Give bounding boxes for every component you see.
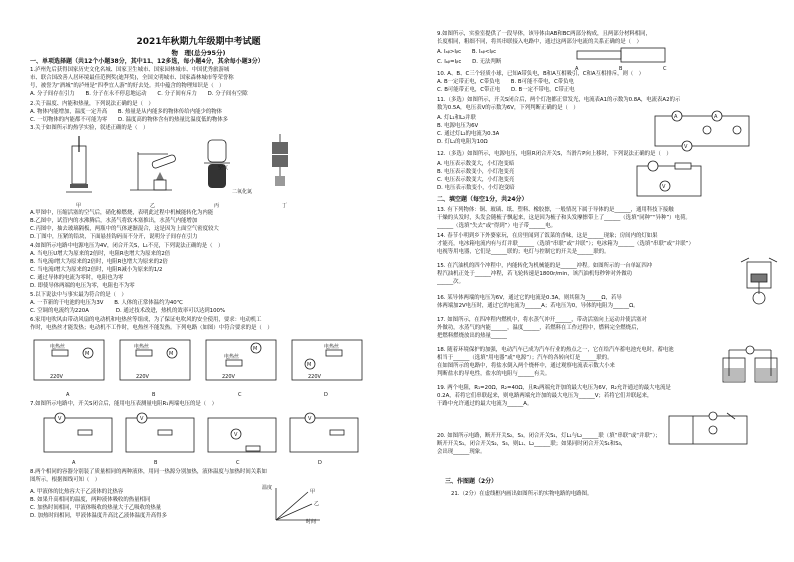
q8-line-b: 乙 — [314, 501, 320, 507]
q6-circuits — [30, 334, 370, 390]
page-title: 2021年秋期九年级期中考试题 — [136, 37, 261, 47]
q5-stem: 5.以下说法中与事实最为符合的是（ ） — [30, 292, 127, 298]
svg-text:V: V — [662, 184, 666, 190]
q21-stem: 21.（2分）在虚线框内画出如图所示的实物电路的电路图。 — [451, 491, 593, 497]
q2-options: A. 物体内能增加，温度一定升高 B. 热量是从内能多的物体传给内能少的物体 — [30, 109, 223, 115]
q8-option: B. 如果升高相同的温度，两种液体吸收的热量相同 — [30, 497, 151, 503]
q12-option: D. 电压表示数变小，小灯泡变暗 — [437, 185, 515, 191]
q10-stem: 10. A、B、C三个轻质小球，已知A带负电，B和A互相吸引，C和A互相排斥，则（ ） — [437, 71, 645, 77]
q7-circuits — [40, 410, 360, 460]
q20-circuit — [663, 410, 753, 450]
q1-options: A. 分子间存在引力 B. 分子在永不停息地运动 C. 分子间有斥力 D. 分子间有空隙 — [30, 91, 248, 97]
q9-conductor-figure — [573, 44, 673, 66]
q5-option: A. 一节新的干电池的电压为3V B. 人体的正常体温约为40℃ — [30, 300, 183, 306]
q13-line: 干燥的头发时，头发会随梳子飘起来，这是因为梳子和头发摩擦带上了______（选填“同种”“异种”）电荷。 — [437, 215, 691, 221]
q18-line: 在如图所示的电路中，将盐水倒入两个烧杯中，通过观察电流表示数大小来 — [437, 363, 615, 369]
q3-no2-label: 二氧化氮 — [232, 189, 253, 195]
q13-line: ______（选填“失去”或“得到”）电子带______电。 — [437, 223, 556, 229]
right-column — [397, 0, 794, 562]
q6a-heater-label: 电热丝 — [50, 344, 66, 350]
q3-label-bing: 丙 — [214, 203, 220, 209]
q8-ylabel: 温度 — [262, 485, 273, 491]
q6-option-a: A — [66, 392, 70, 398]
q8-option: D. 加热时间相同，甲液体温度升高比乙液体温度升高得多 — [30, 513, 167, 519]
q3-label-yi: 乙 — [150, 203, 156, 209]
q15-line: 15. 在汽油机的四个冲程中，内能转化为机械能的是______冲程。如图所示的一台单缸四冲 — [437, 263, 653, 269]
q15-line: ______次。 — [437, 279, 464, 285]
q14-line: 电视等用电器，它们是______联的；电灯与控制它的开关是______联的。 — [437, 249, 610, 255]
q7-option-c: C — [236, 460, 240, 466]
q8-option: C. 加热时间相同，甲液体吸收的热量大于乙吸收的热量 — [30, 505, 162, 511]
q7-stem: 7.如图所示电路中，开关S闭合后，能用电压表测量电阻R₁两端电压的是（ ） — [30, 401, 217, 407]
q20-line: 会出现______现象。 — [437, 449, 486, 455]
q9-stem: 长度相同，粗细不同，将其串联接入电路中，通过这两部分电流的关系正确的是（ ） — [437, 39, 642, 45]
q17-line: 17. 如图所示，在四冲程内燃机中，将水蒸气冲开______，带动活塞向上运动并使活塞对 — [437, 317, 647, 323]
section-2-heading: 二、填空题（每空1分，共24分） — [437, 196, 528, 203]
q3-option: D.丁图中，压紧的铅块，下面悬挂钩码而不分开，说明分子间存在引力 — [30, 234, 198, 240]
q20-line: 20. 如图所示电路，断开开关S₂，S₃，闭合开关S₁，灯L₁与L₂______联（填“串联”或“并联”）； — [437, 433, 661, 439]
svg-text:M: M — [307, 362, 312, 368]
q6d-voltage: 220V — [308, 374, 321, 380]
q6-option-c: C — [238, 392, 242, 398]
q19-line: 0.2A，若将它们串联起来，则电路两端允许加的最大电压为______V；若将它们并联起来， — [437, 393, 653, 399]
q4-stem: 4.如图所示电路中电源电压为4V，闭合开关S，L₁不亮，下列说法正确的是（ ） — [30, 243, 224, 249]
q9-label-c: C — [663, 66, 667, 72]
q8-option: A. 甲液体的比热容大于乙液体的比热容 — [30, 489, 124, 495]
q17-line: 外做功，水蒸气的内能______，温度______，若燃料在工作过程中，燃料完全燃烧后， — [437, 325, 642, 331]
q3-fig-jia — [66, 136, 92, 192]
q18-line: 相当于______（选填“用电器”或“电源”）；汽车的各转向灯是______联的。 — [437, 355, 613, 361]
q6d-heater-label: 电热丝 — [324, 344, 340, 350]
q11-circuit — [647, 110, 757, 152]
q4-option: D. 即使导体两端的电压为零，电阻也不为零 — [30, 283, 135, 289]
svg-text:M: M — [169, 351, 174, 357]
q19-line: 19. 两个电阻，R₁=20Ω，R₂=40Ω，且R₁两端允许加的最大电压为6V，R₂允许通过的最大电流是 — [437, 385, 671, 391]
q1-line: 市、联合国改善人居环境最佳范例奖(迪拜奖)，全国文明城市、国家森林城市等荣誉称 — [30, 75, 234, 81]
q12-option: B. 电压表示数变小，小灯泡变亮 — [437, 169, 515, 175]
q1-line: 号，被誉为“酒城”的泸州是“四季宜人游”的好去处。其中蕴含的物理知识是（ ） — [30, 83, 225, 89]
q3-stem: 3.关于如图所示的热学实验，叙述正确的是（ ） — [30, 125, 149, 131]
svg-text:A: A — [714, 114, 718, 120]
q1-line: 1.泸州先后获得国家历史文化名城、国家卫生城市、国家园林城市、中国优秀旅游城 — [30, 67, 230, 73]
q6-option-b: B — [152, 392, 156, 398]
section-1-heading: 一、单项选择题（共12个小题38分，其中11、12多选，每小题4分，其余每小题3分） — [30, 58, 264, 65]
svg-text:V: V — [234, 432, 238, 438]
q11-option: D. 灯L₁的电阻为10Ω — [437, 139, 488, 145]
q18-saltwater-figure — [715, 340, 785, 386]
q12-option: A. 电压表示数变大，小灯泡变暗 — [437, 161, 515, 167]
q7-option-b: B — [154, 460, 158, 466]
q6a-voltage: 220V — [50, 374, 63, 380]
q9-option: C. Iₐᵦ=Iᵦc D. 无法判断 — [437, 59, 502, 65]
q12-stem: 12.（多选）如图所示，电源电压，电阻R闭合开关S，当滑片P向上移时，下列说法正确的是（ ） — [437, 151, 672, 157]
q8-xlabel: 时间 — [306, 519, 317, 525]
svg-text:V: V — [58, 416, 62, 422]
q8-stem: 8.两个相同的容器分别装了质量相同的两种液体，用同一热源分别加热，液体温度与加热时间关系如 — [30, 469, 267, 475]
q11-option: C. 通过灯L₂的电流为0.3A — [437, 131, 500, 137]
q4-option: C. 通过导体的电流为零时，电阻也为零 — [30, 275, 124, 281]
q9-stem: 9.如图所示，实验室提供了一段导体，该导体由AB和BC两部分构成，且两部分材料相同， — [437, 31, 651, 37]
svg-text:V: V — [684, 144, 688, 150]
q6b-voltage: 220V — [136, 374, 149, 380]
q20-line: 断开开关S₁，闭合开关S₂，S₃，则L₁、L₂______联；如果同时闭合开关S₁和S₃， — [437, 441, 627, 447]
q9-option: A. Iₐᵦ>Iᵦc B. Iₐᵦ<Iᵦc — [437, 49, 497, 55]
page-subtitle: 物 理(总分95分) — [171, 49, 226, 57]
q7-option-a: A — [72, 460, 76, 466]
q14-line: 才能亮，电冰箱电流内有与灯并联______（选填“串联”或“并联”）；电冰箱为______（选填“串联”或“并联”） — [437, 241, 694, 247]
q3-label-jia: 甲 — [76, 203, 82, 209]
q6b-heater-label: 电热丝 — [134, 344, 150, 350]
q11-option: A. 灯L₁和L₂并联 — [437, 115, 476, 121]
q15-line: 程汽油机正处于______冲程，若飞轮转速是1800r/min，该汽油机每秒钟对外做功 — [437, 271, 633, 277]
svg-text:M: M — [253, 346, 258, 352]
q2-stem: 2.关于温度、内能和热量，下列说法正确的是（ ） — [30, 101, 154, 107]
section-3-heading: 三、作图题（2分） — [445, 478, 498, 485]
q5-option: C. 空调的电流约为220A D. 通过技术改进，热机的效率可以达到100% — [30, 308, 226, 314]
q6c-heater-label: 电热丝 — [224, 354, 240, 360]
q18-line: 18. 随着环境保护的加强，电动汽车已成为汽车行业的热点之一，它在给汽车蓄电池充电时，蓄电池 — [437, 347, 674, 353]
q3-option: A.甲图中，压缩活塞的空气后，硝化棉燃烧，表明此过程中机械能转化为内能 — [30, 210, 214, 216]
q6-stem: 6.家用电吹风由带动风扇的电动机和电热丝等组成，为了保证电吹风的安全使用，要求：电动机工 — [30, 317, 262, 323]
q11-stem: 11.（多选）如图所示，开关S闭合后，两个灯泡都正常发光，电流表A1的示数为0.8A，电流表A2的示 — [437, 97, 681, 103]
q19-line: 干路中允许通过的最大电流为______A。 — [437, 401, 533, 407]
q7-option-d: D — [318, 460, 322, 466]
q4-option: A. 当电压U增大为原来的2倍时，电阻R也增大为原来的2倍 — [30, 251, 171, 257]
q6c-voltage: 220V — [222, 374, 235, 380]
q11-stem: 数为0.5A，电压表V的示数为6V，下列判断正确的是（ ） — [437, 105, 579, 111]
q9-label-b: B — [619, 66, 623, 72]
q3-option: B.乙图中，试管内的水沸腾后，水蒸气将软木塞推出，水蒸气内能增加 — [30, 218, 198, 224]
q13-line: 13. 有下列物体：铜、玻璃、纸、塑料、橡胶擦，一般情况下属于导体的是______，通用科技下接触 — [437, 207, 674, 213]
q8-stem: 图所示，根据图线可知（ ） — [30, 477, 101, 483]
q3-air-label: 空气 — [218, 165, 229, 171]
q4-option: B. 当电流I增大为原来的2倍时，电阻R也增大为原来的2倍 — [30, 259, 168, 265]
q6-option-d: D — [324, 392, 328, 398]
svg-text:M: M — [85, 351, 90, 357]
q3-fig-ding — [272, 134, 288, 186]
q16-line: 16. 某导体两端的电压为6V，通过它的电流是0.3A，则其阻为______Ω，若导 — [437, 295, 622, 301]
q16-line: 体两端加2V电压时，通过它的电流为______A；若电压为0，导体的电阻为______Ω。 — [437, 303, 639, 309]
q3-option: C.丙图中，抽去玻璃隔板，两瓶中的气体逐渐混合，这是因为上面空气密度较大 — [30, 226, 219, 232]
svg-text:A: A — [674, 114, 678, 120]
q6-stem: 作时，电热丝才能发热；电动机不工作时，电热丝不能发热。下列电路（如图）中符合要求的是（ ） — [30, 325, 273, 331]
q3-fig-yi — [130, 152, 176, 190]
q9-label-a: A — [575, 66, 579, 72]
svg-text:V: V — [308, 416, 312, 422]
q8-line-a: 甲 — [310, 489, 316, 495]
q14-line: 14. 春节小明到乡下外婆家玩，在房里闻到了饭菜的香味，这是______现象；房间内的灯如果 — [437, 233, 658, 239]
q17-line: 把燃料燃烧放出的热量______ — [437, 333, 508, 339]
q4-option: C. 当电流I增大为原来的2倍时，电阻R减小为原来的1/2 — [30, 267, 163, 273]
q10-option: A. B一定带正电，C带负电 B. B可能不带电，C带负电 — [437, 79, 574, 85]
q15-engine-figure — [737, 256, 783, 306]
q2-options: C. 一切物体的内能都不可能为零 D. 温度高的物体含有的热量比温度低的物体多 — [30, 117, 229, 123]
q3-figures — [60, 132, 320, 202]
q3-label-ding: 丁 — [282, 203, 288, 209]
q12-circuit — [631, 160, 711, 202]
q18-line: 判断盐水的导电性，盐水的电阻与______有关。 — [437, 371, 551, 377]
q10-option: C. B可能带正电，C带正电 D. B一定不带电，C带正电 — [437, 87, 575, 93]
q12-option: C. 电压表示数变大，小灯泡变亮 — [437, 177, 515, 183]
q11-option: B. 电源电压为6V — [437, 123, 479, 129]
svg-text:V: V — [140, 416, 144, 422]
